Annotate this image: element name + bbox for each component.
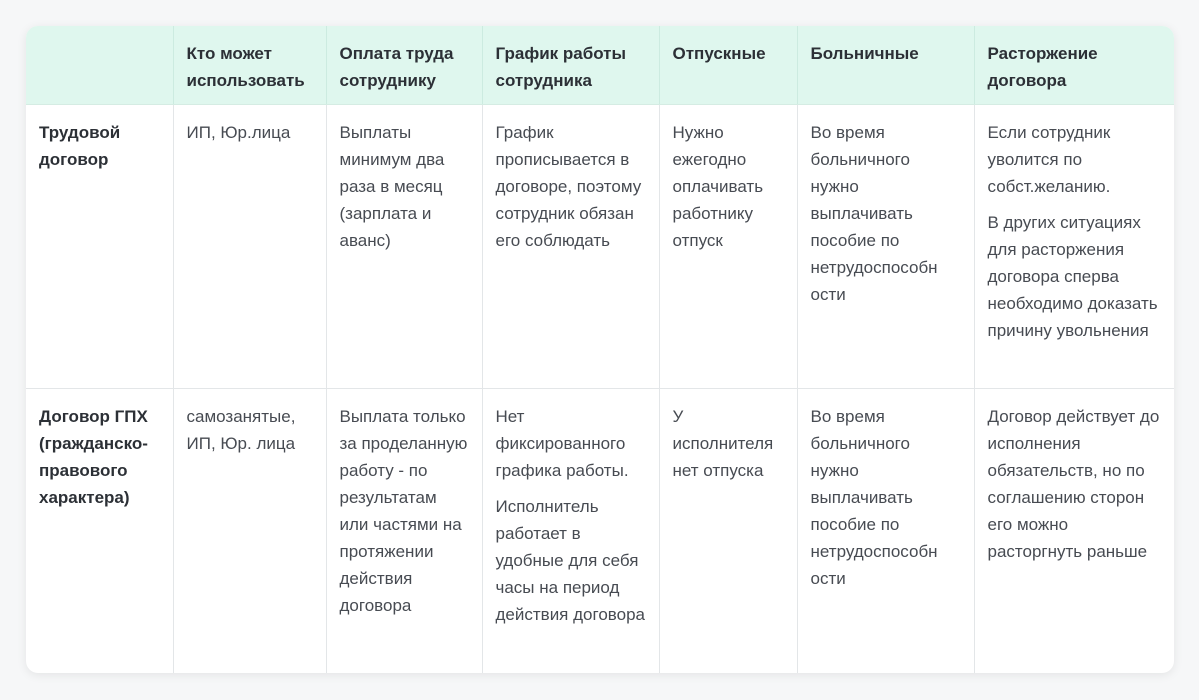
row-heading-labor-contract: Трудовой договор [26,104,173,388]
cell-paragraph: Исполнитель работает в удобные для себя часы на период действия договора [495,496,645,624]
row-heading-gph-contract: Договор ГПХ (гражданско-правового характера) [26,388,173,673]
header-cell-termination: Расторжение договора [974,26,1174,104]
cell-who: ИП, Юр.лица [173,104,326,388]
table-row [26,388,1174,673]
cell-pay: Выплата только за проделанную работу - по результатам или частями на протяжении действия договора [326,388,482,673]
cell-termination [974,388,1174,673]
cell-paragraph: График прописывается в договоре, поэтому сотрудник обязан его соблюдать [495,122,642,250]
header-cell-schedule: График работы сотрудника [482,26,659,104]
header-cell-vacation: Отпускные [659,26,797,104]
cell-vacation: У исполнителя нет отпуска [659,388,797,673]
comparison-table [26,26,1174,673]
cell-paragraph: Нет фиксированного графика работы. [495,406,629,480]
table-row [26,104,1174,388]
header-cell-who: Кто может использовать [173,26,326,104]
comparison-table-card [26,26,1174,673]
cell-termination [974,104,1174,388]
cell-sick: Во время больничного нужно выплачивать пособие по нетрудоспособн ости [797,104,974,388]
cell-paragraph: Договор действует до исполнения обязательств, но по соглашению сторон его можно расторгнуть раньше [987,406,1160,561]
cell-schedule [482,104,659,388]
cell-schedule [482,388,659,673]
cell-pay: Выплаты минимум два раза в месяц (зарплата и аванс) [326,104,482,388]
cell-sick: Во время больничного нужно выплачивать пособие по нетрудоспособн ости [797,388,974,673]
cell-vacation: Нужно ежегодно оплачивать работнику отпуск [659,104,797,388]
cell-who: самозанятые, ИП, Юр. лица [173,388,326,673]
table-header-row [26,26,1174,104]
cell-paragraph: В других ситуациях для расторжения договора сперва необходимо доказать причину увольнения [987,212,1158,340]
cell-paragraph: Если сотрудник уволится по собст.желанию. [987,122,1111,196]
header-cell-pay: Оплата труда сотруднику [326,26,482,104]
header-cell-sick: Больничные [797,26,974,104]
header-cell-empty [26,26,173,104]
